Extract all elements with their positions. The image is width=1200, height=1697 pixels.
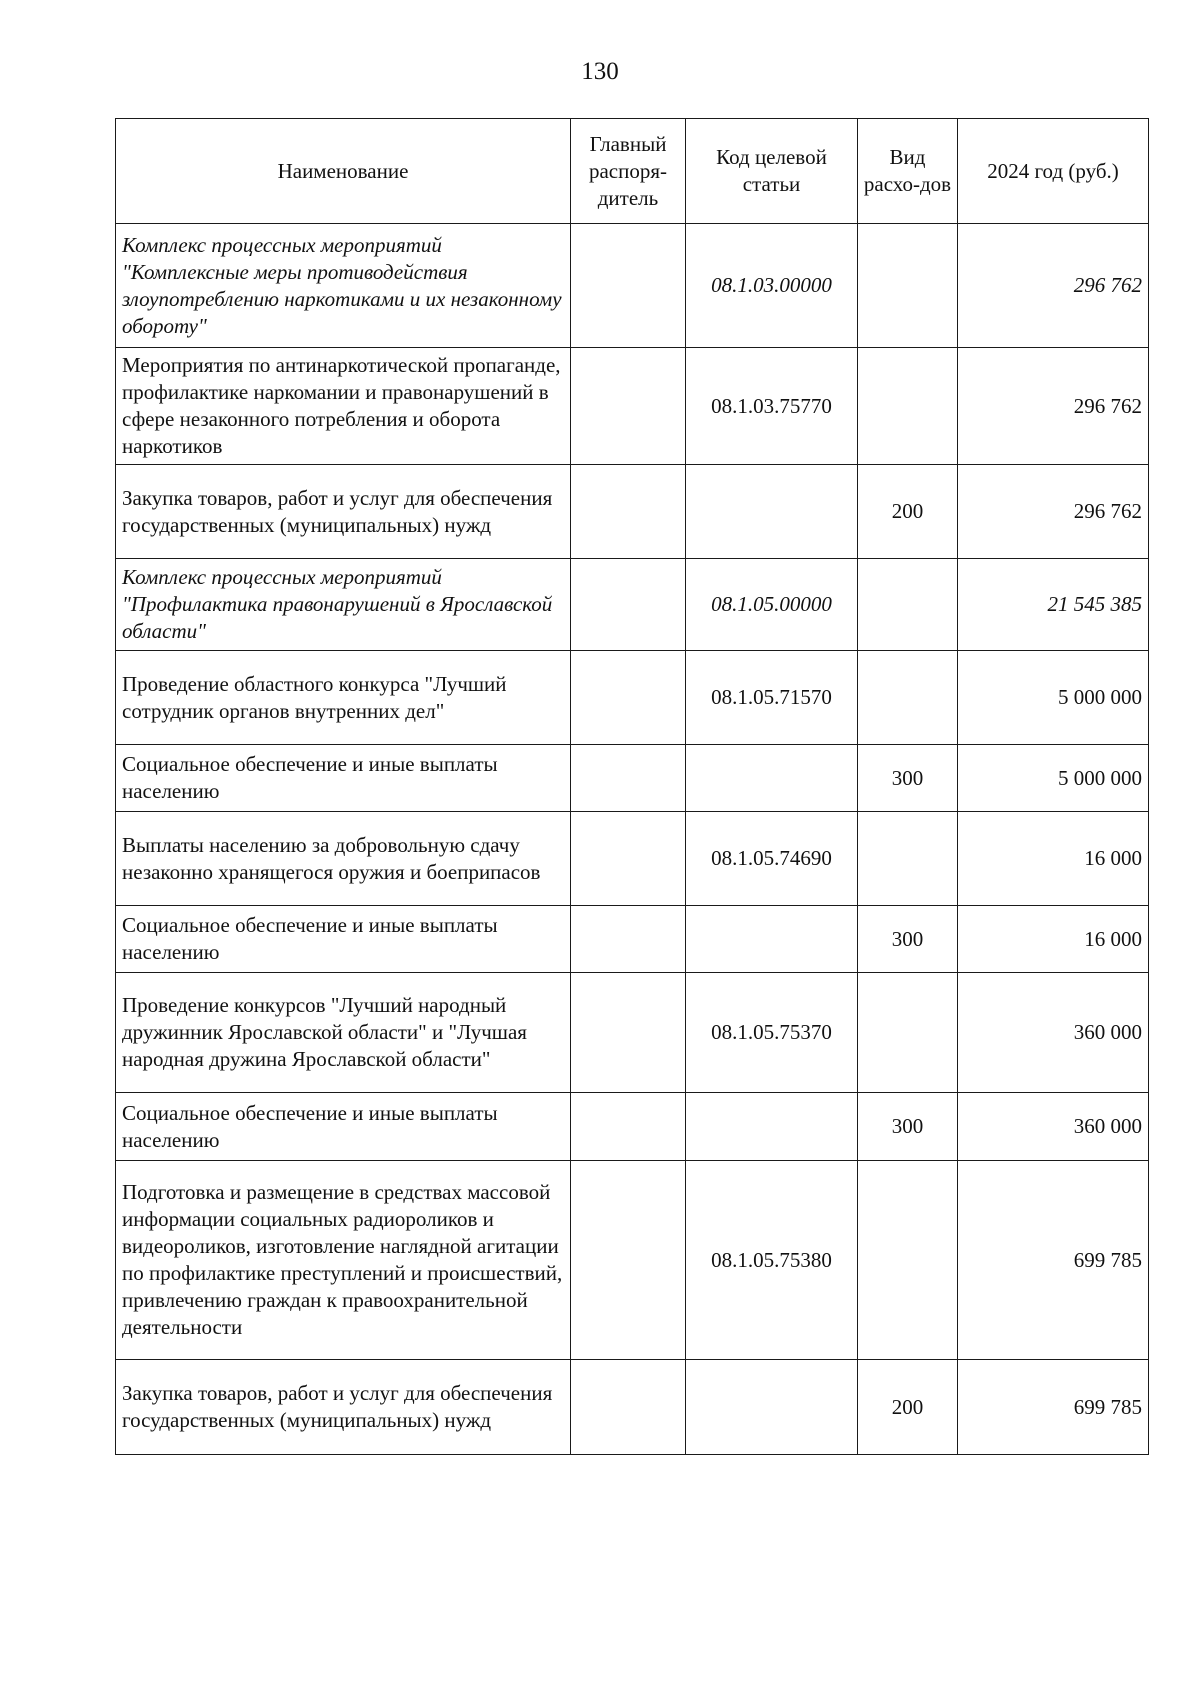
cell-amount: 5 000 000 <box>958 651 1149 745</box>
cell-main-manager <box>571 348 686 465</box>
page-number: 130 <box>581 58 619 85</box>
table-row <box>116 1360 1149 1455</box>
table-row <box>116 1093 1149 1161</box>
budget-table <box>115 118 1149 1455</box>
cell-amount: 21 545 385 <box>958 559 1149 651</box>
cell-expense-type: 300 <box>858 1093 958 1161</box>
cell-expense-type: 300 <box>858 745 958 812</box>
cell-name: Закупка товаров, работ и услуг для обеспечения государственных (муниципальных) нужд <box>116 1360 571 1455</box>
cell-name: Выплаты населению за добровольную сдачу незаконно хранящегося оружия и боеприпасов <box>116 812 571 906</box>
table-row <box>116 224 1149 348</box>
cell-expense-type: 200 <box>858 465 958 559</box>
cell-name: Проведение областного конкурса "Лучший сотрудник органов внутренних дел" <box>116 651 571 745</box>
cell-amount: 360 000 <box>958 1093 1149 1161</box>
cell-target-code <box>686 1093 858 1161</box>
table-row <box>116 812 1149 906</box>
cell-target-code: 08.1.03.75770 <box>686 348 858 465</box>
cell-target-code <box>686 745 858 812</box>
header-target-code: Код целевой статьи <box>686 119 858 224</box>
cell-name: Социальное обеспечение и иные выплаты населению <box>116 745 571 812</box>
cell-expense-type <box>858 973 958 1093</box>
cell-target-code <box>686 465 858 559</box>
cell-amount: 360 000 <box>958 973 1149 1093</box>
table-row <box>116 348 1149 465</box>
cell-amount: 16 000 <box>958 906 1149 973</box>
cell-amount: 5 000 000 <box>958 745 1149 812</box>
cell-target-code: 08.1.05.71570 <box>686 651 858 745</box>
cell-amount: 16 000 <box>958 812 1149 906</box>
table-row <box>116 906 1149 973</box>
header-expense-type: Вид расхо-дов <box>858 119 958 224</box>
cell-name: Мероприятия по антинаркотической пропаганде, профилактике наркомании и правонарушений в сфере незаконного потребления и оборота наркотиков <box>116 348 571 465</box>
cell-main-manager <box>571 812 686 906</box>
table-body <box>116 224 1149 1455</box>
table-header-row <box>116 119 1149 224</box>
cell-expense-type <box>858 1161 958 1360</box>
cell-expense-type <box>858 348 958 465</box>
cell-target-code <box>686 906 858 973</box>
cell-name: Социальное обеспечение и иные выплаты населению <box>116 906 571 973</box>
table-row <box>116 651 1149 745</box>
header-year-2024: 2024 год (руб.) <box>958 119 1149 224</box>
cell-main-manager <box>571 1161 686 1360</box>
cell-main-manager <box>571 973 686 1093</box>
header-main-manager: Главный распоря-дитель <box>571 119 686 224</box>
cell-target-code: 08.1.05.75370 <box>686 973 858 1093</box>
cell-target-code <box>686 1360 858 1455</box>
cell-name: Закупка товаров, работ и услуг для обеспечения государственных (муниципальных) нужд <box>116 465 571 559</box>
cell-amount: 296 762 <box>958 465 1149 559</box>
cell-name: Проведение конкурсов "Лучший народный дружинник Ярославской области" и "Лучшая народная дружина Ярославской области" <box>116 973 571 1093</box>
cell-amount: 296 762 <box>958 224 1149 348</box>
cell-target-code: 08.1.05.00000 <box>686 559 858 651</box>
cell-main-manager <box>571 651 686 745</box>
cell-main-manager <box>571 745 686 812</box>
cell-name: Комплекс процессных мероприятий "Комплексные меры противодействия злоупотреблению наркотиками и их незаконному обороту" <box>116 224 571 348</box>
cell-name: Социальное обеспечение и иные выплаты населению <box>116 1093 571 1161</box>
cell-main-manager <box>571 1360 686 1455</box>
cell-expense-type <box>858 812 958 906</box>
table-row <box>116 973 1149 1093</box>
cell-expense-type: 200 <box>858 1360 958 1455</box>
cell-amount: 296 762 <box>958 348 1149 465</box>
table-row <box>116 1161 1149 1360</box>
cell-expense-type <box>858 224 958 348</box>
cell-amount: 699 785 <box>958 1360 1149 1455</box>
cell-main-manager <box>571 1093 686 1161</box>
header-name: Наименование <box>116 119 571 224</box>
cell-expense-type <box>858 651 958 745</box>
cell-expense-type: 300 <box>858 906 958 973</box>
cell-expense-type <box>858 559 958 651</box>
cell-main-manager <box>571 465 686 559</box>
cell-target-code: 08.1.03.00000 <box>686 224 858 348</box>
cell-target-code: 08.1.05.75380 <box>686 1161 858 1360</box>
cell-main-manager <box>571 224 686 348</box>
table-row <box>116 559 1149 651</box>
cell-amount: 699 785 <box>958 1161 1149 1360</box>
cell-target-code: 08.1.05.74690 <box>686 812 858 906</box>
cell-main-manager <box>571 559 686 651</box>
cell-main-manager <box>571 906 686 973</box>
table-row <box>116 745 1149 812</box>
cell-name: Комплекс процессных мероприятий "Профилактика правонарушений в Ярославской области" <box>116 559 571 651</box>
table-row <box>116 465 1149 559</box>
cell-name: Подготовка и размещение в средствах массовой информации социальных радиороликов и видеороликов, изготовление наглядной агитации по профилактике преступлений и происшествий, привлечению граждан к правоохранительной деятельности <box>116 1161 571 1360</box>
